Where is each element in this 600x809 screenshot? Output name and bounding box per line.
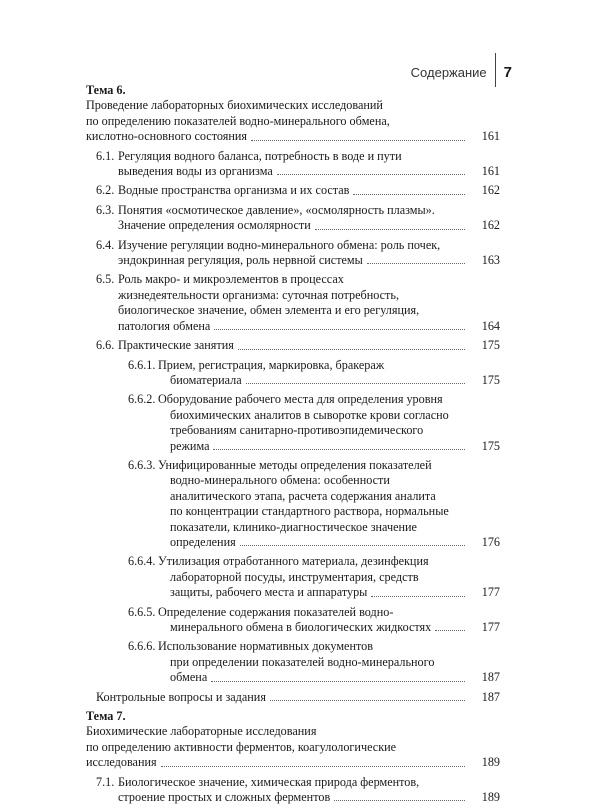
toc-entry[interactable]: [86, 392, 500, 454]
toc-entry-number: 7.1.: [96, 774, 115, 789]
dot-leader: [277, 174, 465, 175]
toc-entry[interactable]: [86, 639, 500, 685]
toc-entry-text: по определению показателей водно-минерального обмена,: [86, 113, 390, 128]
toc-entry-text: лабораторной посуды, инструментария, средств: [170, 569, 419, 584]
toc-entry[interactable]: [86, 149, 500, 180]
toc-entry-text: жизнедеятельности организма: суточная потребность,: [118, 287, 399, 302]
toc-entry-text: определения: [170, 534, 236, 549]
dot-leader: [238, 349, 465, 350]
toc-entry-text: режима: [170, 438, 210, 453]
toc-page-number: 161: [481, 164, 500, 179]
toc-entry-text: Унифицированные методы определения показателей: [158, 457, 432, 472]
toc-entry-number: 6.6.6.: [128, 639, 156, 654]
toc-entry-text: биохимических аналитов в сыворотке крови согласно: [170, 407, 449, 422]
table-of-contents: [86, 83, 500, 809]
toc-page-number: 162: [481, 218, 500, 233]
toc-entry-text: показатели, клинико-диагностическое значение: [170, 519, 417, 534]
toc-page-number: 164: [481, 318, 500, 333]
toc-entry[interactable]: [86, 554, 500, 600]
toc-entry-text: Водные пространства организма и их состав: [118, 183, 350, 198]
page-number: 7: [503, 63, 512, 81]
toc-entry[interactable]: [86, 709, 500, 771]
toc-page-number: 161: [481, 129, 500, 144]
toc-entry-text: Оборудование рабочего места для определения уровня: [158, 392, 443, 407]
toc-entry-text: [86, 83, 468, 114]
dot-leader: [367, 263, 465, 264]
toc-entry-number: 6.6.5.: [128, 604, 156, 619]
toc-entry-text: Использование нормативных документов: [158, 639, 373, 654]
toc-entry-text: по определению активности ферментов, коагулологические: [86, 739, 397, 754]
topic-title: Биохимические лабораторные исследования: [86, 724, 317, 739]
toc-entry-number: 6.4.: [96, 237, 115, 252]
toc-entry[interactable]: [86, 458, 500, 550]
toc-page-number: 189: [481, 790, 500, 805]
toc-entry[interactable]: [86, 203, 500, 234]
toc-entry-text: Роль макро- и микроэлементов в процессах: [118, 272, 344, 287]
toc-entry-number: 6.6.2.: [128, 392, 156, 407]
toc-entry-text: исследования: [86, 755, 157, 770]
topic-label: Тема 6.: [86, 83, 126, 97]
dot-leader: [213, 449, 465, 450]
toc-entry-text: при определении показателей водно-минерального: [170, 654, 435, 669]
toc-entry-number: 6.1.: [96, 148, 115, 163]
toc-entry-text: биоматериала: [170, 372, 242, 387]
toc-entry-text: Прием, регистрация, маркировка, бракераж: [158, 357, 385, 372]
toc-entry-text: биологическое значение, обмен элемента и его регуляция,: [118, 303, 420, 318]
toc-entry-text: Определение содержания показателей водно-: [158, 604, 394, 619]
dot-leader: [435, 630, 465, 631]
topic-title: Проведение лабораторных биохимических исследований: [86, 98, 383, 113]
toc-entry-text: эндокринная регуляция, роль нервной системы: [118, 253, 363, 268]
toc-entry[interactable]: [86, 690, 500, 705]
dot-leader: [315, 229, 465, 230]
toc-entry[interactable]: [86, 338, 500, 353]
toc-entry-text: Утилизация отработанного материала, дезинфекция: [158, 554, 429, 569]
toc-page-number: 187: [481, 689, 500, 704]
toc-entry-text: [86, 709, 468, 740]
toc-entry-text: строение простых и сложных ферментов: [118, 790, 331, 805]
dot-leader: [240, 545, 465, 546]
toc-entry-text: кислотно-основного состояния: [86, 129, 247, 144]
toc-entry[interactable]: [86, 605, 500, 636]
dot-leader: [270, 700, 465, 701]
toc-page-number: 162: [481, 183, 500, 198]
dot-leader: [214, 329, 465, 330]
toc-entry-number: 6.6.3.: [128, 457, 156, 472]
toc-entry-text: выведения воды из организма: [118, 164, 273, 179]
toc-entry[interactable]: [86, 83, 500, 145]
dot-leader: [161, 766, 465, 767]
toc-page-number: 176: [481, 534, 500, 549]
toc-entry-number: 6.6.1.: [128, 357, 156, 372]
toc-entry-text: Практические занятия: [118, 338, 234, 353]
toc-entry-text: обмена: [170, 670, 208, 685]
toc-entry-text: по концентрации стандартного раствора, нормальные: [170, 504, 449, 519]
dot-leader: [246, 383, 465, 384]
toc-entry-text: Биологическое значение, химическая природа ферментов,: [118, 774, 420, 789]
toc-entry-number: 6.6.4.: [128, 554, 156, 569]
toc-entry-number: 6.3.: [96, 202, 115, 217]
toc-entry-text: Контрольные вопросы и задания: [96, 689, 266, 704]
toc-page-number: 187: [481, 670, 500, 685]
toc-entry-text: Регуляция водного баланса, потребность в воде и пути: [118, 148, 402, 163]
toc-entry-text: требованиям санитарно-противоэпидемического: [170, 423, 424, 438]
dot-leader: [334, 800, 465, 801]
dot-leader: [371, 596, 465, 597]
toc-entry-text: патология обмена: [118, 318, 211, 333]
toc-entry-text: Значение определения осмолярности: [118, 218, 311, 233]
toc-page-number: 189: [481, 755, 500, 770]
header-divider: [495, 53, 496, 87]
toc-page-number: 163: [481, 253, 500, 268]
toc-page-number: 175: [481, 372, 500, 387]
dot-leader: [353, 194, 465, 195]
toc-page-number: 175: [481, 338, 500, 353]
dot-leader: [211, 681, 465, 682]
header-title: Содержание: [410, 64, 487, 80]
toc-entry-text: Изучение регуляции водно-минерального обмена: роль почек,: [118, 237, 441, 252]
toc-page-number: 177: [481, 620, 500, 634]
toc-entry-text: минерального обмена в биологических жидкостях: [170, 620, 432, 634]
toc-entry-number: 6.6.: [96, 338, 115, 353]
dot-leader: [251, 140, 465, 141]
toc-page-number: 177: [481, 585, 500, 600]
toc-entry-number: 6.5.: [96, 272, 115, 287]
toc-entry[interactable]: [86, 775, 500, 806]
toc-entry-text: Понятия «осмотическое давление», «осмолярность плазмы».: [118, 202, 435, 217]
toc-page-number: 175: [481, 438, 500, 453]
toc-entry-text: водно-минерального обмена: особенности: [170, 473, 390, 488]
topic-label: Тема 7.: [86, 709, 126, 724]
toc-entry[interactable]: [86, 272, 500, 334]
toc-entry[interactable]: [86, 358, 500, 389]
toc-entry-number: 6.2.: [96, 183, 115, 198]
toc-entry[interactable]: [86, 183, 500, 198]
toc-entry[interactable]: [86, 238, 500, 269]
toc-entry-text: аналитического этапа, расчета содержания аналита: [170, 488, 436, 503]
toc-entry-text: защиты, рабочего места и аппаратуры: [170, 585, 368, 600]
